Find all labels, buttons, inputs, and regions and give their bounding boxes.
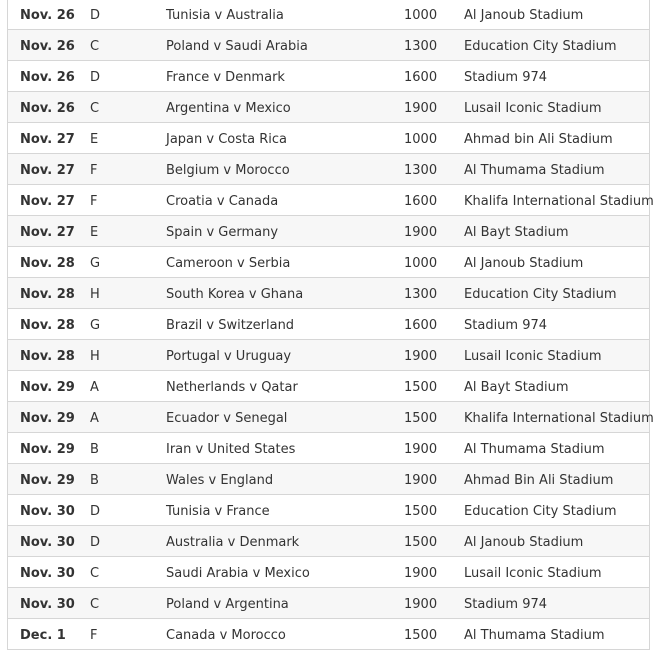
- match-venue: Stadium 974: [464, 318, 548, 333]
- match-time: 1300: [404, 39, 438, 54]
- table-row: [8, 0, 649, 30]
- match-group: B: [90, 442, 99, 457]
- match-time: 1000: [404, 256, 438, 271]
- match-teams: Japan v Costa Rica: [166, 132, 287, 147]
- match-teams: Argentina v Mexico: [166, 101, 291, 116]
- match-teams: Poland v Argentina: [166, 597, 289, 612]
- match-group: C: [90, 39, 100, 54]
- match-teams: Tunisia v Australia: [166, 8, 284, 23]
- match-time: 1900: [404, 597, 438, 612]
- match-time: 1500: [404, 535, 438, 550]
- match-venue: Al Thumama Stadium: [464, 628, 605, 643]
- table-row: [8, 185, 654, 216]
- match-teams: Portugal v Uruguay: [166, 349, 292, 364]
- match-date: Nov. 28: [20, 318, 75, 333]
- match-venue: Al Thumama Stadium: [464, 163, 605, 178]
- table-row: [8, 402, 654, 433]
- match-teams: Tunisia v France: [166, 504, 270, 519]
- table-row: [8, 526, 649, 557]
- match-venue: Khalifa International Stadium: [464, 194, 654, 209]
- match-venue: Ahmad bin Ali Stadium: [464, 132, 613, 147]
- table-row: [8, 588, 649, 619]
- match-time: 1600: [404, 318, 438, 333]
- match-group: C: [90, 597, 100, 612]
- match-date: Nov. 30: [20, 535, 75, 550]
- match-venue: Al Bayt Stadium: [464, 225, 569, 240]
- match-venue: Khalifa International Stadium: [464, 411, 654, 426]
- match-time: 1600: [404, 194, 438, 209]
- match-time: 1500: [404, 380, 438, 395]
- match-date: Nov. 30: [20, 597, 75, 612]
- match-venue: Lusail Iconic Stadium: [464, 566, 602, 581]
- match-date: Nov. 30: [20, 566, 75, 581]
- match-teams: Poland v Saudi Arabia: [166, 39, 308, 54]
- table-row: [8, 216, 649, 247]
- match-date: Nov. 29: [20, 380, 75, 395]
- match-time: 1600: [404, 70, 438, 85]
- match-teams: Saudi Arabia v Mexico: [166, 566, 310, 581]
- match-venue: Stadium 974: [464, 70, 548, 85]
- table-row: [8, 371, 649, 402]
- match-date: Nov. 26: [20, 8, 75, 23]
- table-row: [8, 247, 649, 278]
- table-row: [8, 340, 649, 371]
- match-teams: Ecuador v Senegal: [166, 411, 288, 426]
- match-group: H: [90, 287, 100, 302]
- match-venue: Stadium 974: [464, 597, 548, 612]
- match-group: H: [90, 349, 100, 364]
- match-date: Nov. 27: [20, 194, 75, 209]
- match-group: E: [90, 225, 99, 240]
- table-row: [8, 30, 649, 61]
- schedule-table: [7, 0, 654, 650]
- match-group: F: [90, 194, 98, 209]
- match-date: Nov. 30: [20, 504, 75, 519]
- match-group: F: [90, 628, 98, 643]
- match-date: Nov. 27: [20, 163, 75, 178]
- match-venue: Ahmad Bin Ali Stadium: [464, 473, 614, 488]
- match-venue: Education City Stadium: [464, 287, 617, 302]
- match-teams: Spain v Germany: [166, 225, 279, 240]
- match-venue: Education City Stadium: [464, 504, 617, 519]
- match-group: F: [90, 163, 98, 178]
- match-date: Nov. 26: [20, 39, 75, 54]
- match-teams: France v Denmark: [166, 70, 285, 85]
- match-date: Nov. 29: [20, 411, 75, 426]
- match-time: 1900: [404, 473, 438, 488]
- match-teams: Cameroon v Serbia: [166, 256, 291, 271]
- match-teams: Belgium v Morocco: [166, 163, 290, 178]
- table-row: [8, 92, 649, 123]
- match-group: A: [90, 380, 99, 395]
- match-venue: Al Janoub Stadium: [464, 8, 584, 23]
- table-row: [8, 278, 649, 309]
- match-date: Nov. 29: [20, 473, 75, 488]
- match-date: Dec. 1: [20, 628, 66, 643]
- match-venue: Al Janoub Stadium: [464, 256, 584, 271]
- match-venue: Al Thumama Stadium: [464, 442, 605, 457]
- match-venue: Education City Stadium: [464, 39, 617, 54]
- match-date: Nov. 26: [20, 70, 75, 85]
- table-row: [8, 309, 649, 340]
- match-date: Nov. 26: [20, 101, 75, 116]
- match-teams: Australia v Denmark: [166, 535, 300, 550]
- table-row: [8, 61, 649, 92]
- match-teams: Netherlands v Qatar: [166, 380, 298, 395]
- match-group: G: [90, 256, 101, 271]
- match-time: 1000: [404, 132, 438, 147]
- match-time: 1300: [404, 287, 438, 302]
- match-group: D: [90, 70, 101, 85]
- match-group: C: [90, 566, 100, 581]
- match-time: 1000: [404, 8, 438, 23]
- match-date: Nov. 29: [20, 442, 75, 457]
- match-teams: Croatia v Canada: [166, 194, 279, 209]
- match-group: E: [90, 132, 99, 147]
- table-row: [8, 619, 649, 650]
- match-venue: Lusail Iconic Stadium: [464, 101, 602, 116]
- match-time: 1900: [404, 442, 438, 457]
- table-row: [8, 495, 649, 526]
- match-date: Nov. 27: [20, 132, 75, 147]
- table-row: [8, 557, 649, 588]
- match-time: 1900: [404, 225, 438, 240]
- match-group: D: [90, 8, 101, 23]
- match-venue: Lusail Iconic Stadium: [464, 349, 602, 364]
- table-row: [8, 464, 649, 495]
- match-teams: Iran v United States: [166, 442, 296, 457]
- match-group: A: [90, 411, 99, 426]
- match-group: C: [90, 101, 100, 116]
- match-time: 1900: [404, 349, 438, 364]
- match-group: G: [90, 318, 101, 333]
- match-teams: Wales v England: [166, 473, 274, 488]
- match-time: 1500: [404, 628, 438, 643]
- match-teams: South Korea v Ghana: [166, 287, 304, 302]
- match-group: D: [90, 535, 101, 550]
- match-time: 1300: [404, 163, 438, 178]
- table-row: [8, 433, 649, 464]
- match-time: 1900: [404, 566, 438, 581]
- match-teams: Canada v Morocco: [166, 628, 286, 643]
- match-date: Nov. 28: [20, 256, 75, 271]
- match-teams: Brazil v Switzerland: [166, 318, 295, 333]
- match-time: 1500: [404, 411, 438, 426]
- match-venue: Al Bayt Stadium: [464, 380, 569, 395]
- match-time: 1500: [404, 504, 438, 519]
- match-venue: Al Janoub Stadium: [464, 535, 584, 550]
- match-date: Nov. 28: [20, 287, 75, 302]
- table-row: [8, 154, 649, 185]
- match-date: Nov. 28: [20, 349, 75, 364]
- table-row: [8, 123, 649, 154]
- match-date: Nov. 27: [20, 225, 75, 240]
- match-time: 1900: [404, 101, 438, 116]
- match-group: D: [90, 504, 101, 519]
- match-group: B: [90, 473, 99, 488]
